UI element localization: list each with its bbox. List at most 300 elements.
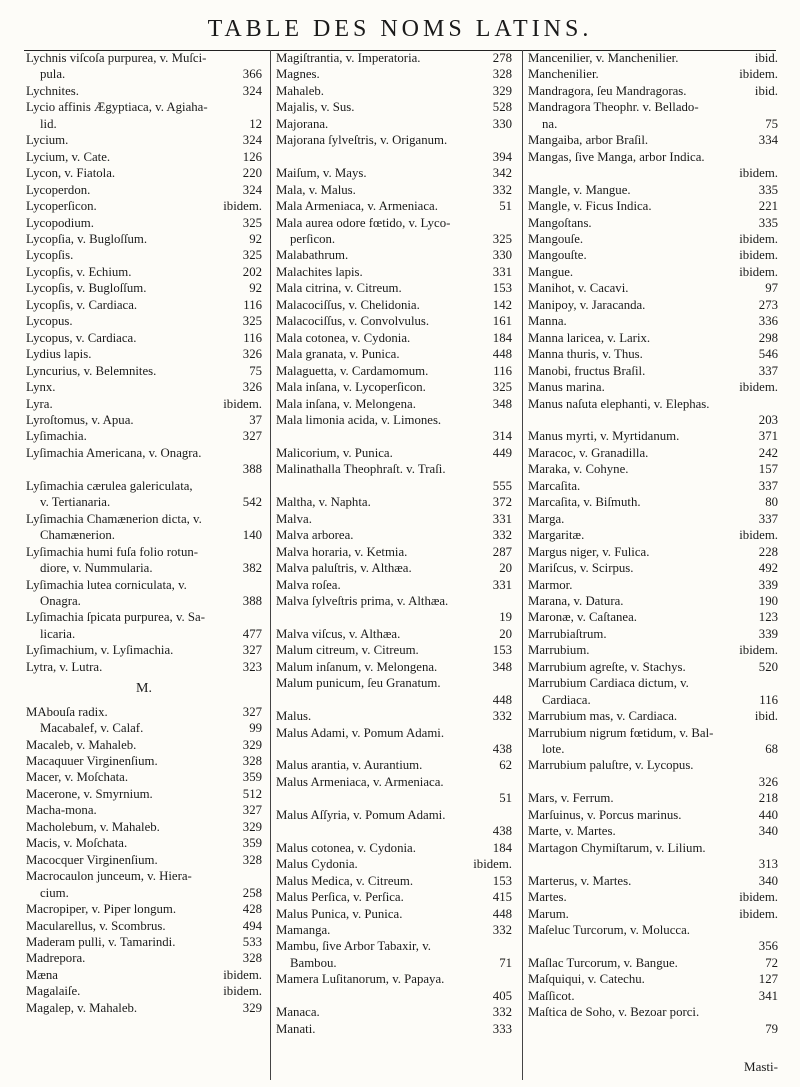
index-entry bbox=[276, 99, 512, 115]
entry-term: Marrubium mas, v. Cardiaca. bbox=[528, 709, 678, 724]
entry-page: 366 bbox=[242, 67, 262, 82]
entry-term: v. Tertianaria. bbox=[40, 495, 111, 510]
index-entry bbox=[276, 708, 512, 724]
entry-page: 330 bbox=[492, 248, 512, 263]
index-entry bbox=[276, 66, 512, 82]
entry-term: Malum citreum, v. Citreum. bbox=[276, 643, 419, 658]
entry-term: Lyſimachia. bbox=[26, 429, 87, 444]
index-entry bbox=[276, 445, 512, 461]
entry-term: Mangle, v. Mangue. bbox=[528, 182, 631, 197]
index-entry bbox=[528, 873, 778, 889]
entry-page: 278 bbox=[492, 51, 512, 65]
entry-term: Malva. bbox=[276, 511, 312, 526]
entry-page: 340 bbox=[758, 824, 778, 839]
entry-term: Marcaſita, v. Biſmuth. bbox=[528, 495, 641, 510]
index-entry bbox=[528, 494, 778, 510]
index-column-1 bbox=[26, 50, 262, 1075]
index-entry bbox=[276, 577, 512, 593]
index-entry bbox=[276, 215, 512, 231]
entry-page: 161 bbox=[492, 314, 512, 329]
entry-term: Lynx. bbox=[26, 380, 56, 395]
entry-page: 336 bbox=[758, 314, 778, 329]
entry-term: lote. bbox=[542, 742, 565, 757]
entry-page: 142 bbox=[492, 297, 512, 312]
entry-term: Macropiper, v. Piper longum. bbox=[26, 902, 177, 917]
entry-page: ibidem. bbox=[739, 67, 778, 82]
index-entry bbox=[26, 297, 262, 313]
entry-page: 97 bbox=[765, 281, 778, 296]
entry-term: MAbouſa radix. bbox=[26, 704, 108, 719]
entry-term: Magalep, v. Mahaleb. bbox=[26, 1000, 138, 1015]
index-entry bbox=[276, 741, 512, 757]
entry-term: Marte, v. Martes. bbox=[528, 824, 616, 839]
entry-page: 494 bbox=[242, 918, 262, 933]
entry-page: 348 bbox=[492, 396, 512, 411]
index-entry bbox=[276, 1021, 512, 1037]
index-entry bbox=[276, 626, 512, 642]
entry-term: Magalaiſe. bbox=[26, 984, 81, 999]
entry-term: Maracoc, v. Granadilla. bbox=[528, 445, 649, 460]
entry-page: ibidem. bbox=[739, 528, 778, 543]
entry-page: 92 bbox=[249, 281, 262, 296]
entry-term: Lyſimachia ſpicata purpurea, v. Sa- bbox=[26, 610, 205, 625]
entry-term: pula. bbox=[40, 67, 66, 82]
index-entry bbox=[26, 363, 262, 379]
entry-page: 71 bbox=[499, 955, 512, 970]
entry-term: Lycio affinis Ægyptiaca, v. Agiaha- bbox=[26, 100, 208, 115]
entry-page: 51 bbox=[499, 791, 512, 806]
index-entry bbox=[528, 642, 778, 658]
entry-term: Maſtica de Soho, v. Bezoar porci. bbox=[528, 1005, 700, 1020]
entry-term: Lycopſis. bbox=[26, 248, 74, 263]
entry-term: Macularellus, v. Scombrus. bbox=[26, 918, 166, 933]
entry-term: Maiſum, v. Mays. bbox=[276, 166, 367, 181]
entry-term: Lycopus, v. Cardiaca. bbox=[26, 330, 137, 345]
index-entry bbox=[276, 494, 512, 510]
index-entry bbox=[26, 379, 262, 395]
entry-page: 512 bbox=[242, 786, 262, 801]
entry-term: Macha-mona. bbox=[26, 803, 97, 818]
index-entry bbox=[26, 868, 262, 884]
index-entry bbox=[276, 182, 512, 198]
entry-term: Mangouſte. bbox=[528, 248, 587, 263]
index-entry bbox=[276, 247, 512, 263]
entry-term: Mangoſtans. bbox=[528, 215, 592, 230]
index-entry bbox=[528, 396, 778, 412]
index-entry bbox=[528, 807, 778, 823]
entry-page: 325 bbox=[242, 314, 262, 329]
entry-term: Manchenilier. bbox=[528, 67, 599, 82]
index-entry bbox=[26, 885, 262, 901]
entry-term: Marga. bbox=[528, 511, 565, 526]
index-entry bbox=[528, 264, 778, 280]
entry-term: Lycoperdon. bbox=[26, 182, 91, 197]
entry-page: 332 bbox=[492, 923, 512, 938]
entry-term: perſicon. bbox=[290, 231, 336, 246]
entry-page: 72 bbox=[765, 955, 778, 970]
index-entry bbox=[528, 1021, 778, 1037]
entry-term: Mangue. bbox=[528, 264, 574, 279]
index-entry bbox=[528, 889, 778, 905]
index-entry bbox=[26, 544, 262, 560]
index-entry bbox=[26, 753, 262, 769]
entry-page: 326 bbox=[758, 774, 778, 789]
index-entry bbox=[528, 346, 778, 362]
index-entry bbox=[276, 461, 512, 477]
index-entry bbox=[276, 83, 512, 99]
index-entry bbox=[26, 737, 262, 753]
entry-page: 449 bbox=[492, 445, 512, 460]
entry-page: 127 bbox=[758, 972, 778, 987]
entry-page: 298 bbox=[758, 330, 778, 345]
entry-page: 335 bbox=[758, 215, 778, 230]
index-entry bbox=[528, 692, 778, 708]
index-entry bbox=[26, 835, 262, 851]
index-entry bbox=[528, 659, 778, 675]
entry-term: Mæna bbox=[26, 967, 58, 982]
entry-term: Marrubium. bbox=[528, 643, 590, 658]
entry-term: Maderam pulli, v. Tamarindi. bbox=[26, 935, 176, 950]
index-entry bbox=[276, 840, 512, 856]
index-entry bbox=[26, 66, 262, 82]
entry-term: Marrubium Cardiaca dictum, v. bbox=[528, 676, 689, 691]
entry-page: 326 bbox=[242, 380, 262, 395]
index-entry bbox=[528, 116, 778, 132]
index-entry bbox=[276, 659, 512, 675]
entry-page: 79 bbox=[765, 1021, 778, 1036]
index-entry bbox=[276, 593, 512, 609]
entry-term: Lycium. bbox=[26, 133, 69, 148]
entry-term: Maſquiqui, v. Catechu. bbox=[528, 972, 645, 987]
index-entry bbox=[26, 99, 262, 115]
entry-term: Cardiaca. bbox=[542, 692, 591, 707]
entry-term: Malva horaria, v. Ketmia. bbox=[276, 544, 408, 559]
entry-term: Marmor. bbox=[528, 577, 573, 592]
entry-page: ibid. bbox=[754, 83, 778, 98]
entry-page: 394 bbox=[492, 149, 512, 164]
index-entry bbox=[276, 297, 512, 313]
entry-term: Lycon, v. Fiatola. bbox=[26, 166, 116, 181]
entry-page: 356 bbox=[758, 939, 778, 954]
entry-page: 20 bbox=[499, 561, 512, 576]
entry-page: ibidem. bbox=[223, 199, 262, 214]
entry-term: Manus myrti, v. Myrtidanum. bbox=[528, 429, 680, 444]
index-entry bbox=[26, 1000, 262, 1016]
index-entry bbox=[26, 494, 262, 510]
entry-page: 332 bbox=[492, 528, 512, 543]
entry-page: 331 bbox=[492, 511, 512, 526]
index-entry bbox=[26, 983, 262, 999]
entry-page: 116 bbox=[493, 363, 512, 378]
entry-page: 477 bbox=[242, 626, 262, 641]
index-entry bbox=[528, 774, 778, 790]
entry-page: 325 bbox=[242, 215, 262, 230]
index-entry bbox=[528, 560, 778, 576]
entry-term: Mala, v. Malus. bbox=[276, 182, 356, 197]
entry-page: 334 bbox=[758, 133, 778, 148]
index-entry bbox=[26, 116, 262, 132]
entry-page: 37 bbox=[249, 412, 262, 427]
entry-page: ibidem. bbox=[739, 906, 778, 921]
entry-term: Mangle, v. Ficus Indica. bbox=[528, 199, 652, 214]
entry-page: 326 bbox=[242, 347, 262, 362]
index-entry bbox=[528, 313, 778, 329]
entry-page: 258 bbox=[242, 885, 262, 900]
index-entry bbox=[528, 840, 778, 856]
index-entry bbox=[276, 50, 512, 66]
entry-term: Malacociſſus, v. Chelidonia. bbox=[276, 297, 420, 312]
entry-page: 371 bbox=[758, 429, 778, 444]
entry-page: 62 bbox=[499, 758, 512, 773]
entry-page: 324 bbox=[242, 133, 262, 148]
index-entry bbox=[276, 757, 512, 773]
index-entry bbox=[26, 198, 262, 214]
entry-page: 448 bbox=[492, 692, 512, 707]
index-entry bbox=[528, 83, 778, 99]
entry-term: Mamera Luſitanorum, v. Papaya. bbox=[276, 972, 445, 987]
entry-page: 123 bbox=[758, 610, 778, 625]
entry-term: Lychnites. bbox=[26, 83, 79, 98]
index-entry bbox=[276, 527, 512, 543]
index-entry bbox=[26, 215, 262, 231]
entry-term: Margaritæ. bbox=[528, 528, 585, 543]
index-entry bbox=[528, 461, 778, 477]
entry-page: ibidem. bbox=[739, 166, 778, 181]
index-entry bbox=[26, 626, 262, 642]
entry-term: Lycopſia, v. Bugloſſum. bbox=[26, 231, 148, 246]
entry-page: 324 bbox=[242, 83, 262, 98]
entry-page: 329 bbox=[242, 819, 262, 834]
index-entry bbox=[276, 790, 512, 806]
entry-page: 332 bbox=[492, 1005, 512, 1020]
entry-term: Macrocaulon junceum, v. Hiera- bbox=[26, 869, 192, 884]
index-entry bbox=[528, 165, 778, 181]
index-entry bbox=[276, 560, 512, 576]
entry-term: Macaquuer Virginenſium. bbox=[26, 754, 158, 769]
entry-term: Manus naſuta elephanti, v. Elephas. bbox=[528, 396, 710, 411]
entry-page: 12 bbox=[249, 116, 262, 131]
entry-page: 20 bbox=[499, 626, 512, 641]
entry-term: Malus Perſica, v. Perſica. bbox=[276, 890, 404, 905]
entry-page: 116 bbox=[243, 330, 262, 345]
entry-term: diore, v. Nummularia. bbox=[40, 561, 153, 576]
entry-page: 359 bbox=[242, 836, 262, 851]
entry-term: Macabalef, v. Calaf. bbox=[40, 721, 144, 736]
entry-term: Lyſimachia Chamænerion dicta, v. bbox=[26, 511, 202, 526]
entry-term: Magiſtrantia, v. Imperatoria. bbox=[276, 51, 421, 65]
index-entry bbox=[26, 165, 262, 181]
index-entry bbox=[26, 527, 262, 543]
entry-page: 335 bbox=[758, 182, 778, 197]
entry-page: 332 bbox=[492, 182, 512, 197]
entry-term: Malum inſanum, v. Melongena. bbox=[276, 659, 438, 674]
entry-term: Marrubium paluſtre, v. Lycopus. bbox=[528, 758, 694, 773]
index-entry bbox=[276, 922, 512, 938]
entry-term: lid. bbox=[40, 116, 57, 131]
entry-term: Majorana ſylveſtris, v. Origanum. bbox=[276, 133, 448, 148]
index-entry bbox=[528, 922, 778, 938]
index-entry bbox=[528, 379, 778, 395]
entry-page: 415 bbox=[492, 890, 512, 905]
entry-term: Manobi, fructus Braſil. bbox=[528, 363, 646, 378]
entry-term: Chamænerion. bbox=[40, 528, 115, 543]
index-entry bbox=[276, 346, 512, 362]
entry-term: Mangas, ſive Manga, arbor Indica. bbox=[528, 149, 705, 164]
entry-page: 313 bbox=[758, 857, 778, 872]
entry-page: 438 bbox=[492, 824, 512, 839]
index-entry bbox=[26, 396, 262, 412]
entry-page: ibidem. bbox=[473, 857, 512, 872]
index-entry bbox=[276, 642, 512, 658]
entry-term: Lycopſis, v. Echium. bbox=[26, 264, 132, 279]
entry-term: Mala aurea odore fœtido, v. Lyco- bbox=[276, 215, 451, 230]
entry-page: 327 bbox=[242, 429, 262, 444]
index-entry bbox=[528, 363, 778, 379]
entry-term: Malus Adami, v. Pomum Adami. bbox=[276, 725, 445, 740]
entry-page: 328 bbox=[492, 67, 512, 82]
entry-page: 140 bbox=[242, 528, 262, 543]
entry-page: 314 bbox=[492, 429, 512, 444]
entry-term: Manati. bbox=[276, 1021, 316, 1036]
index-entry bbox=[276, 609, 512, 625]
entry-term: Margus niger, v. Fulica. bbox=[528, 544, 650, 559]
entry-term: Malus Medica, v. Citreum. bbox=[276, 873, 414, 888]
entry-page: 440 bbox=[758, 807, 778, 822]
entry-term: Malaguetta, v. Cardamomum. bbox=[276, 363, 429, 378]
entry-term: Marcaſita. bbox=[528, 478, 581, 493]
index-entry bbox=[528, 527, 778, 543]
entry-page: 340 bbox=[758, 873, 778, 888]
entry-page: 75 bbox=[765, 116, 778, 131]
entry-term: Malva roſea. bbox=[276, 577, 341, 592]
index-entry bbox=[26, 609, 262, 625]
entry-term: Maſeluc Turcorum, v. Molucca. bbox=[528, 923, 690, 938]
entry-page: 330 bbox=[492, 116, 512, 131]
index-entry bbox=[26, 445, 262, 461]
entry-page: 438 bbox=[492, 742, 512, 757]
index-entry bbox=[528, 938, 778, 954]
entry-term: Manna. bbox=[528, 314, 567, 329]
index-entry bbox=[276, 823, 512, 839]
index-entry bbox=[26, 802, 262, 818]
entry-page: 328 bbox=[242, 852, 262, 867]
index-entry bbox=[276, 412, 512, 428]
entry-term: Marterus, v. Martes. bbox=[528, 873, 632, 888]
entry-term: Macocquer Virginenſium. bbox=[26, 852, 158, 867]
entry-term: Malus Armeniaca, v. Armeniaca. bbox=[276, 774, 444, 789]
index-entry bbox=[528, 757, 778, 773]
index-entry bbox=[528, 99, 778, 115]
entry-page: 329 bbox=[492, 83, 512, 98]
entry-term: Mala inſana, v. Melongena. bbox=[276, 396, 416, 411]
index-entry bbox=[276, 774, 512, 790]
entry-page: 339 bbox=[758, 626, 778, 641]
index-entry bbox=[528, 955, 778, 971]
index-entry bbox=[528, 1004, 778, 1020]
entry-term: Lyſimachia humi fuſa folio rotun- bbox=[26, 544, 199, 559]
entry-page: 80 bbox=[765, 495, 778, 510]
entry-term: Malva ſylveſtris prima, v. Althæa. bbox=[276, 593, 449, 608]
index-entry bbox=[528, 66, 778, 82]
section-letter: M. bbox=[136, 681, 152, 697]
entry-page: 273 bbox=[758, 297, 778, 312]
index-entry bbox=[26, 478, 262, 494]
index-entry bbox=[276, 396, 512, 412]
entry-page: 328 bbox=[242, 951, 262, 966]
index-entry bbox=[276, 363, 512, 379]
entry-page: 184 bbox=[492, 840, 512, 855]
entry-page: 51 bbox=[499, 199, 512, 214]
entry-page: 202 bbox=[242, 264, 262, 279]
entry-page: 328 bbox=[242, 754, 262, 769]
index-entry bbox=[528, 823, 778, 839]
index-entry bbox=[528, 50, 778, 66]
index-entry bbox=[276, 264, 512, 280]
entry-term: Malus Cydonia. bbox=[276, 857, 358, 872]
index-entry bbox=[276, 165, 512, 181]
entry-page: 428 bbox=[242, 902, 262, 917]
index-column-2 bbox=[276, 50, 512, 1075]
index-entry bbox=[528, 412, 778, 428]
index-entry bbox=[276, 856, 512, 872]
index-entry bbox=[26, 659, 262, 675]
entry-term: Majalis, v. Sus. bbox=[276, 100, 355, 115]
index-entry bbox=[528, 428, 778, 444]
entry-page: 388 bbox=[242, 593, 262, 608]
entry-term: Macerone, v. Smyrnium. bbox=[26, 786, 153, 801]
entry-term: Malum punicum, ſeu Granatum. bbox=[276, 676, 441, 691]
index-entry bbox=[276, 807, 512, 823]
entry-term: Lycopſis, v. Bugloſſum. bbox=[26, 281, 147, 296]
index-entry bbox=[276, 231, 512, 247]
index-entry bbox=[276, 478, 512, 494]
entry-page: 546 bbox=[758, 347, 778, 362]
entry-term: Macholebum, v. Mahaleb. bbox=[26, 819, 160, 834]
entry-page: 448 bbox=[492, 906, 512, 921]
index-entry bbox=[528, 626, 778, 642]
entry-page: ibidem. bbox=[223, 396, 262, 411]
entry-page: 332 bbox=[492, 709, 512, 724]
index-entry bbox=[528, 149, 778, 165]
entry-term: Mala inſana, v. Lycoperſicon. bbox=[276, 380, 426, 395]
column-divider bbox=[522, 50, 523, 1080]
index-entry bbox=[276, 313, 512, 329]
entry-term: Majorana. bbox=[276, 116, 329, 131]
index-entry bbox=[26, 149, 262, 165]
index-entry bbox=[528, 856, 778, 872]
index-entry bbox=[528, 445, 778, 461]
index-entry bbox=[276, 428, 512, 444]
index-entry bbox=[26, 412, 262, 428]
index-entry bbox=[528, 247, 778, 263]
index-entry bbox=[26, 231, 262, 247]
index-entry bbox=[528, 906, 778, 922]
index-entry bbox=[528, 988, 778, 1004]
index-entry bbox=[528, 215, 778, 231]
entry-term: Mahaleb. bbox=[276, 83, 324, 98]
catchword: Masti- bbox=[744, 1059, 778, 1074]
index-entry bbox=[276, 149, 512, 165]
index-entry bbox=[26, 313, 262, 329]
entry-page: 339 bbox=[758, 577, 778, 592]
entry-term: Macer, v. Moſchata. bbox=[26, 770, 129, 785]
entry-page: 341 bbox=[758, 988, 778, 1003]
entry-term: Malus arantia, v. Aurantium. bbox=[276, 758, 423, 773]
entry-term: Marrubium agreſte, v. Stachys. bbox=[528, 659, 686, 674]
index-entry bbox=[528, 577, 778, 593]
entry-term: Macis, v. Moſchata. bbox=[26, 836, 128, 851]
entry-page: 184 bbox=[492, 330, 512, 345]
